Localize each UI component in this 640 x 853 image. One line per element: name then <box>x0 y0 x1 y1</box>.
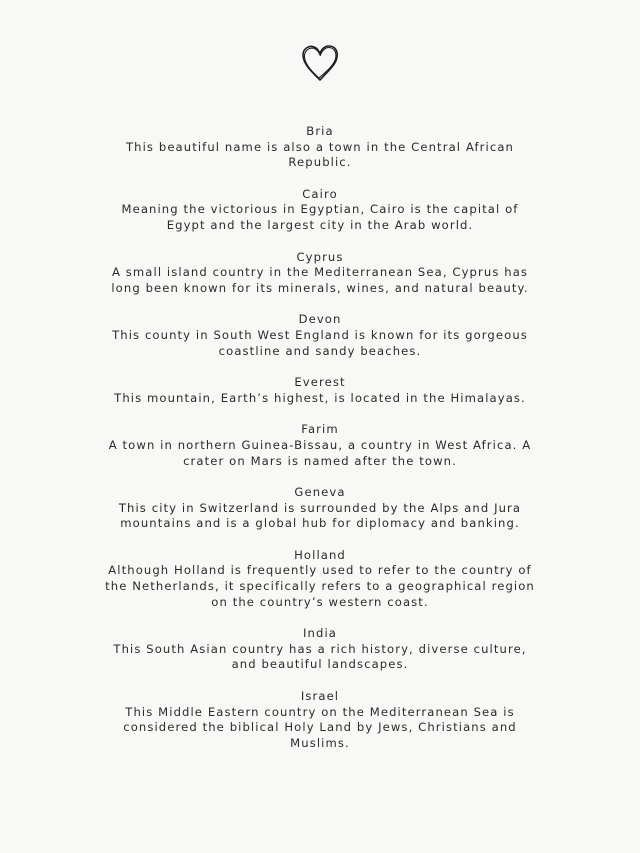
entry-description: This city in Switzerland is surrounded by the Alps and Jura mountains and is a global hub for diplomacy and banking. <box>118 500 522 531</box>
entry-name: Bria <box>306 124 334 138</box>
entry-cyprus <box>105 250 535 297</box>
entry-description: Although Holland is frequently used to refer to the country of the Netherlands, it specifically refers to a geographical region on the country’s western coast. <box>105 563 535 609</box>
entry-description: A small island country in the Mediterranean Sea, Cyprus has long been known for its minerals, wines, and natural beauty. <box>111 265 529 295</box>
entry-description: Meaning the victorious in Egyptian, Cairo is the capital of Egypt and the largest city in the Arab world. <box>121 202 519 232</box>
entry-india <box>105 626 535 673</box>
entry-name: Cairo <box>302 186 338 201</box>
entry-devon <box>105 312 535 359</box>
entry-cairo <box>105 187 535 234</box>
entry-name: Everest <box>294 375 346 390</box>
entry-description: This Middle Eastern country on the Mediterranean Sea is considered the biblical Holy Land by Jews, Christians and Muslims. <box>123 704 517 750</box>
entry-israel <box>105 689 535 751</box>
entry-name: Israel <box>300 689 340 704</box>
entry-name: Farim <box>301 422 339 437</box>
entry-description: This mountain, Earth’s highest, is located in the Himalayas. <box>114 390 526 405</box>
entry-everest <box>105 375 535 406</box>
entry-description: This county in South West England is known for its gorgeous coastline and sandy beaches. <box>112 327 528 358</box>
entry-description: A town in northern Guinea-Bissau, a country in West Africa. A crater on Mars is named after the town. <box>108 437 532 468</box>
entry-holland <box>105 548 535 610</box>
entry-description: This South Asian country has a rich history, diverse culture, and beautiful landscapes. <box>113 641 527 672</box>
entry-farim <box>105 422 535 469</box>
entry-name: India <box>303 626 337 641</box>
entry-name: Holland <box>294 547 346 562</box>
entry-description: This beautiful name is also a town in the Central African Republic. <box>125 139 514 170</box>
entry-name: Cyprus <box>296 249 344 264</box>
entry-name: Devon <box>298 312 342 327</box>
heart-outline-icon <box>298 40 342 84</box>
entry-name: Geneva <box>294 485 346 500</box>
entry-geneva <box>105 485 535 532</box>
entry-bria <box>105 124 535 171</box>
entry-list <box>105 124 535 767</box>
